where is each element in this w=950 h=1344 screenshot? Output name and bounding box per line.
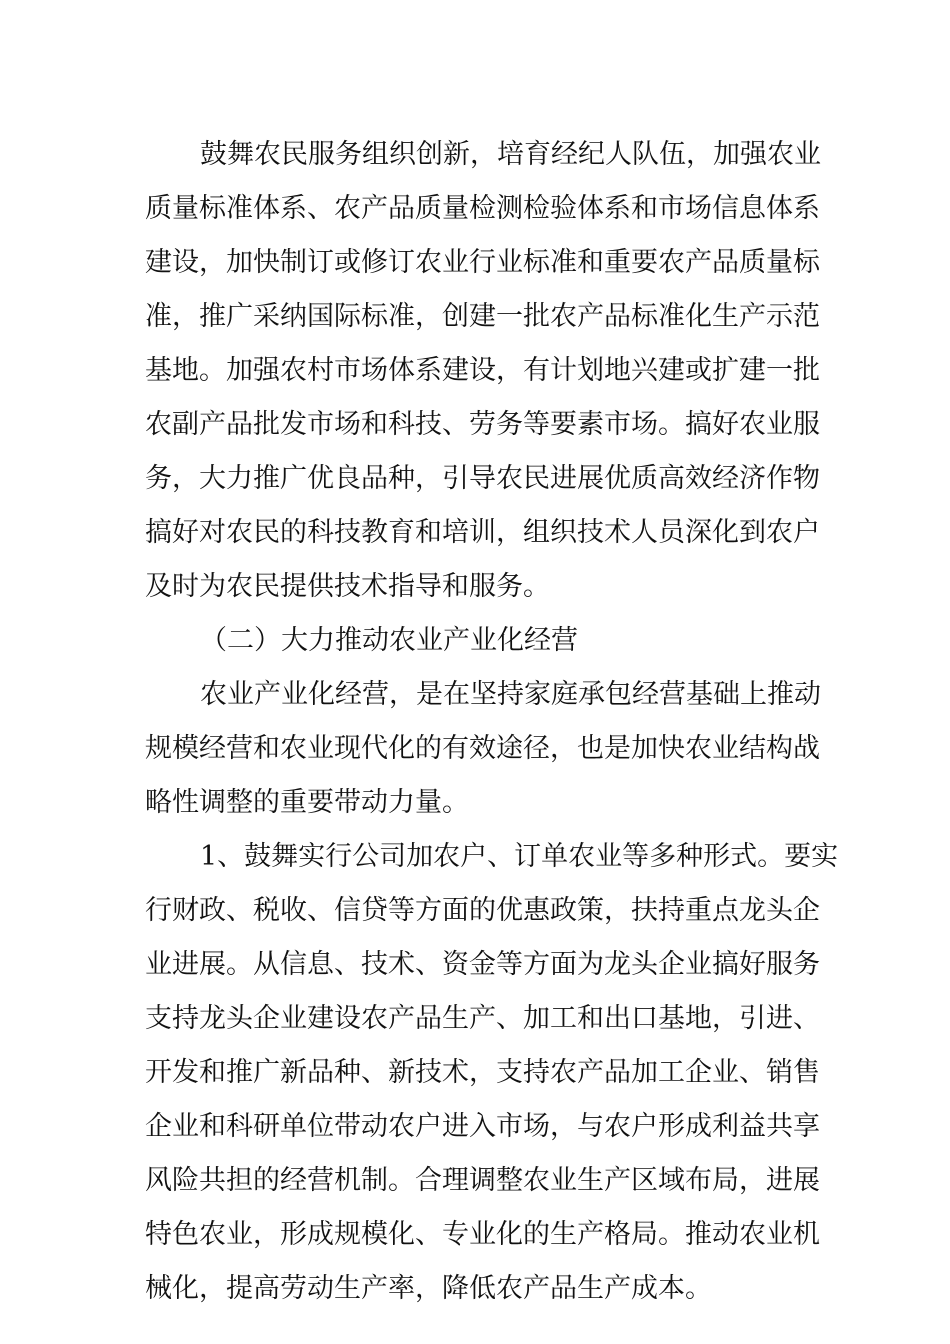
paragraph-line: 基地。加强农村市场体系建设，有计划地兴建或扩建一批 [145, 355, 820, 386]
document-body [145, 128, 839, 1316]
section-heading-text: （二）大力推动农业产业化经营 [200, 625, 578, 656]
paragraph-line: 务，大力推广优良品种，引导农民进展优质高效经济作物 [145, 463, 820, 494]
paragraph-line: 略性调整的重要带动力量。 [145, 787, 469, 818]
paragraph-line: 开发和推广新品种、新技术，支持农产品加工企业、销售 [145, 1057, 820, 1088]
paragraph-line: 搞好对农民的科技教育和培训，组织技术人员深化到农户 [145, 517, 820, 548]
paragraph-line: 质量标准体系、农产品质量检测检验体系和市场信息体系 [145, 193, 820, 224]
paragraph-item-1 [145, 830, 839, 1316]
paragraph-line: 鼓舞农民服务组织创新，培育经纪人队伍，加强农业 [200, 139, 821, 170]
paragraph-line: 支持龙头企业建设农产品生产、加工和出口基地，引进、 [145, 1003, 820, 1034]
paragraph-line: 企业和科研单位带动农户进入市场，与农户形成利益共享 [145, 1111, 820, 1142]
paragraph-line: 业进展。从信息、技术、资金等方面为龙头企业搞好服务 [145, 949, 820, 980]
paragraph-line: 行财政、税收、信贷等方面的优惠政策，扶持重点龙头企 [145, 895, 820, 926]
paragraph-line: 特色农业，形成规模化、专业化的生产格局。推动农业机 [145, 1219, 820, 1250]
paragraph-line: 农业产业化经营，是在坚持家庭承包经营基础上推动 [200, 679, 821, 710]
paragraph-line: 农副产品批发市场和科技、劳务等要素市场。搞好农业服 [145, 409, 820, 440]
section-heading [145, 614, 810, 668]
paragraph-line: 及时为农民提供技术指导和服务。 [145, 571, 550, 602]
paragraph-line: 1、鼓舞实行公司加农户、订单农业等多种形式。要实 [200, 841, 839, 872]
paragraph-line: 风险共担的经营机制。合理调整农业生产区域布局，进展 [145, 1165, 820, 1196]
paragraph-line: 械化，提高劳动生产率，降低农产品生产成本。 [145, 1273, 712, 1304]
paragraph-line: 建设，加快制订或修订农业行业标准和重要农产品质量标 [145, 247, 820, 278]
paragraph-line: 准，推广采纳国际标准，创建一批农产品标准化生产示范 [145, 301, 820, 332]
paragraph-industrialization [145, 668, 821, 830]
paragraph-line: 规模经营和农业现代化的有效途径，也是加快农业结构战 [145, 733, 820, 764]
paragraph-services [145, 128, 821, 614]
